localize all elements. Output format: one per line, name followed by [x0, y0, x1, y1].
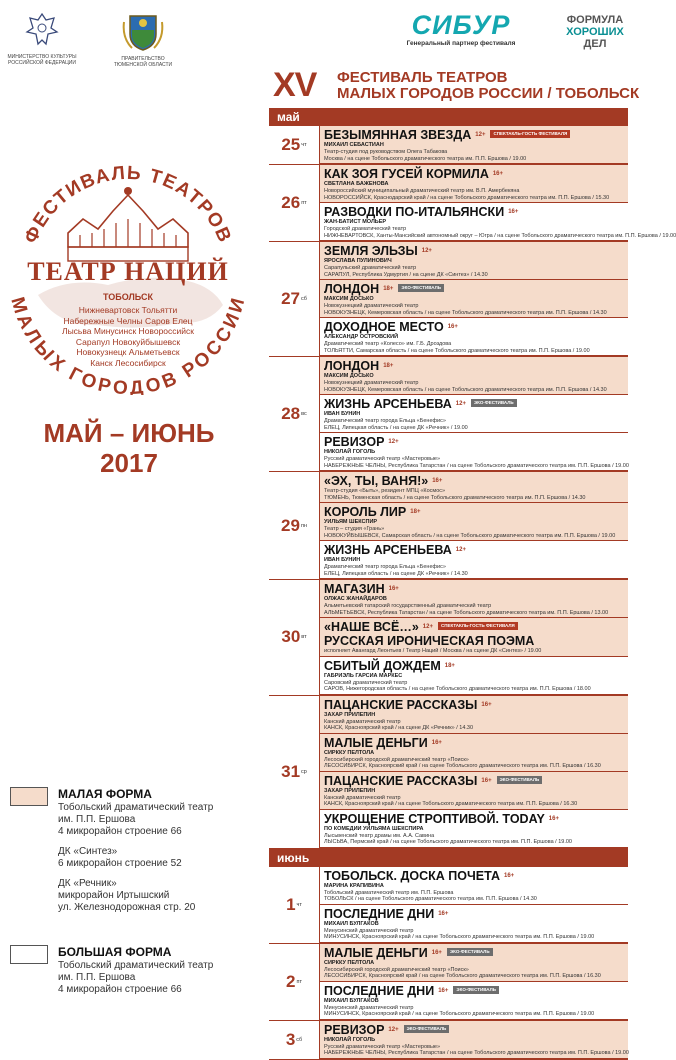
- performance-theatre: Лесосибирский городской драматический театр «Поиск»: [324, 966, 469, 973]
- day-number: 28: [281, 404, 301, 423]
- formula-line2: ХОРОШИХ: [566, 26, 624, 38]
- performance-title: [324, 282, 624, 296]
- performance-title: [324, 244, 624, 258]
- ministry-caption: МИНИСТЕРСТВО КУЛЬТУРЫ РОССИЙСКОЙ ФЕДЕРАЦИИ: [7, 54, 77, 66]
- day-label: [269, 242, 319, 356]
- day-events: [319, 165, 676, 241]
- performance-author: ИВАН БУНИН: [324, 557, 361, 563]
- emblem-city-line: Канск Лесосибирск: [90, 357, 166, 368]
- festival-badge: СПЕКТАКЛЬ-ГОСТЬ ФЕСТИВАЛЯ: [490, 130, 570, 138]
- day-block: [269, 357, 628, 472]
- performance-title: [324, 774, 624, 788]
- performance-theatre: Саровский драматический театр: [324, 679, 408, 686]
- performance-name: ЛОНДОН: [324, 282, 380, 296]
- performance-theatre: Сарапульский драматический театр: [324, 265, 417, 271]
- age-rating: 18+: [383, 363, 394, 369]
- sponsor-subtitle: Генеральный партнер фестиваля: [406, 40, 516, 47]
- performance-title: [324, 505, 624, 519]
- performance-theatre: Драматический театр «Колесо» им. Г.Б. Дроздова: [324, 341, 452, 347]
- performance-author: НИКОЛАЙ ГОГОЛЬ: [324, 1036, 376, 1043]
- legend-venue-line: ДК «Синтез»: [58, 846, 118, 857]
- performance-card: [319, 541, 628, 579]
- day-weekday: пт: [296, 978, 302, 985]
- performance-venue: ЛЫСЬВА, Пермский край / на сцене Тобольского драматического театра им. П.П. Ершова / 19.00: [324, 839, 572, 845]
- performance-title: [324, 984, 624, 998]
- performance-theatre: исполняет Авангард Леонтьев / Театр Наций / Москва / на сцене ДК «Синтез» / 19.00: [324, 648, 542, 654]
- legend-venue-line: [58, 838, 213, 846]
- day-block: [269, 472, 628, 580]
- performance-name: ЛОНДОН: [324, 359, 380, 373]
- performance-author: УИЛЬЯМ ШЕКСПИР: [324, 519, 378, 525]
- day-weekday: пт: [301, 200, 307, 206]
- day-events: [319, 580, 628, 695]
- performance-theatre: Канский драматический театр: [324, 718, 401, 725]
- day-events: [319, 1021, 628, 1059]
- day-number: 1: [286, 894, 296, 914]
- age-rating: 16+: [503, 872, 515, 879]
- performance-name: РАЗВОДКИ ПО-ИТАЛЬЯНСКИ: [324, 205, 505, 219]
- performance-author: МИХАИЛ БУЛГАКОВ: [324, 920, 379, 927]
- performance-venue: ТЮМЕНЬ, Тюменская область / на сцене Тобольского драматического театра им. П.П. Ершова / 14.30: [324, 494, 586, 501]
- day-events: [319, 944, 628, 1020]
- day-weekday: чт: [296, 901, 302, 908]
- performance-name: МАЛЫЕ ДЕНЬГИ: [324, 945, 428, 960]
- performance-theatre: Новороссийский муниципальный драматический театр им. В.П. Амербекяна: [324, 188, 520, 194]
- performance-author: ПО КОМЕДИИ УИЛЬЯМА ШЕКСПИРА: [324, 825, 424, 832]
- legend-venue-line: ул. Железнодорожная стр. 20: [58, 902, 196, 913]
- day-block: [269, 1021, 628, 1060]
- formula-logo: [557, 14, 633, 50]
- age-rating: 16+: [388, 586, 399, 592]
- big-form-swatch: [10, 945, 48, 964]
- performance-author: ГАБРИЭЛЬ ГАРСИА МАРКЕС: [324, 672, 403, 679]
- dates-months: МАЙ – ИЮНЬ: [43, 418, 215, 448]
- performance-name: СБИТЫЙ ДОЖДЕМ: [324, 658, 441, 673]
- formula-line1: ФОРМУЛА: [566, 14, 624, 26]
- performance-title: [324, 474, 624, 488]
- performance-author: МИХАИЛ СЕБАСТИАН: [324, 142, 384, 148]
- age-rating: 12+: [475, 132, 486, 138]
- day-weekday: сб: [301, 296, 307, 302]
- day-label: [269, 472, 319, 579]
- performance-card: [319, 734, 628, 772]
- performance-title: [324, 543, 624, 557]
- performance-author: ЯРОСЛАВА ПУЛИНОВИЧ: [324, 258, 392, 264]
- day-label: [269, 944, 319, 1020]
- big-form-title: БОЛЬШАЯ ФОРМА: [58, 945, 172, 959]
- performance-venue: НАБЕРЕЖНЫЕ ЧЕЛНЫ, Республика Татарстан / на сцене Тобольского драматического театра им. П.П. Ершова / 19.00: [324, 462, 629, 469]
- performance-venue: Москва / на сцене Тобольского драматического театра им. П.П. Ершова / 19.00: [324, 155, 527, 162]
- day-events: [319, 696, 628, 848]
- performance-card: [319, 203, 676, 241]
- festival-dates: [0, 418, 258, 478]
- performance-card: [319, 580, 628, 618]
- performance-theatre: Альметьевский татарский государственный драматический театр: [324, 603, 492, 609]
- day-weekday: пн: [300, 522, 307, 529]
- performance-venue: ЛЕСОСИБИРСК, Красноярский край / на сцене Тобольского драматического театра им. П.П. Ершова / 16.30: [324, 973, 601, 979]
- performance-title: [324, 359, 624, 373]
- day-number: 26: [281, 193, 301, 212]
- performance-author: ЗАХАР ПРИЛЕПИН: [324, 711, 376, 718]
- age-rating: 16+: [492, 171, 504, 177]
- day-number: 25: [281, 135, 301, 154]
- festival-badge: ЭКО-ФЕСТИВАЛЬ: [471, 399, 517, 407]
- big-form-venues: [58, 960, 213, 996]
- day-number: 2: [286, 971, 296, 991]
- day-events: [319, 242, 628, 356]
- legend-venue-line: им. П.П. Ершова: [58, 814, 136, 825]
- emblem-city-line: Новокузнецк Альметьевск: [76, 347, 180, 357]
- day-number: 3: [285, 1029, 296, 1049]
- performance-theatre: Лесосибирский городской драматический театр «Поиск»: [324, 756, 469, 763]
- performance-venue: НОВОКУЗНЕЦК, Кемеровская область / на сцене Тобольского драматического театра им. П.П. Ершова / 14.30: [324, 309, 607, 316]
- performance-title: [324, 736, 624, 750]
- day-label: [269, 1021, 319, 1059]
- day-weekday: вт: [301, 634, 307, 641]
- performance-theatre: Драматический театр города Ельца «Бенефис»: [324, 564, 446, 570]
- day-block: [269, 867, 628, 944]
- performance-name: УКРОЩЕНИЕ СТРОПТИВОЙ. TODAY: [324, 811, 545, 826]
- performance-title: [324, 582, 624, 596]
- small-form-venues: [58, 802, 213, 914]
- performance-venue: АЛЬМЕТЬЕВСК, Республика Татарстан / на сцене Тобольского драматического театра им. П.П. Ершова / 13.00: [324, 609, 609, 616]
- day-number: 31: [281, 761, 301, 781]
- day-label: [269, 867, 319, 943]
- performance-theatre: Русский драматический театр «Мастеровые»: [324, 1043, 441, 1050]
- performance-venue: ЕЛЕЦ, Липецкая область / на сцене ДК «Речник» / 14.30: [324, 570, 468, 577]
- performance-card: [319, 657, 628, 695]
- performance-card: [319, 905, 628, 943]
- age-rating: 12+: [422, 624, 433, 630]
- performance-theatre: Новокузнецкий драматический театр: [324, 303, 419, 309]
- performance-name: ЖИЗНЬ АРСЕНЬЕВА: [324, 543, 452, 557]
- performance-title: [324, 205, 624, 219]
- performance-title: [324, 1023, 624, 1037]
- age-rating: 12+: [455, 401, 466, 407]
- performance-venue: ТОЛЬЯТТИ, Самарская область / на сцене Тобольского драматического театра им. П.П. Ершова / 19.00: [324, 347, 590, 354]
- performance-author: ИВАН БУНИН: [324, 411, 361, 417]
- performance-author: ЗАХАР ПРИЛЕПИН: [324, 787, 376, 794]
- schedule: [269, 108, 676, 1060]
- month-header: май: [269, 108, 628, 126]
- day-label: [269, 126, 319, 164]
- government-caption: ПРАВИТЕЛЬСТВО ТЮМЕНСКОЙ ОБЛАСТИ: [113, 56, 173, 68]
- performance-author: ЖАН-БАТИСТ МОЛЬЕР: [324, 219, 387, 225]
- performance-title: [324, 698, 624, 712]
- performance-name: КАК ЗОЯ ГУСЕЙ КОРМИЛА: [324, 167, 489, 181]
- emblem-city: ТОБОЛЬСК: [102, 292, 154, 302]
- performance-subtitle: РУССКАЯ ИРОНИЧЕСКАЯ ПОЭМА: [324, 634, 535, 648]
- festival-title-line2: МАЛЫХ ГОРОДОВ РОССИИ / ТОБОЛЬСК: [337, 85, 640, 102]
- day-number: 27: [281, 289, 300, 308]
- performance-venue: ТОБОЛЬСК / на сцене Тобольского драматического театра им. П.П. Ершова / 14.30: [324, 896, 537, 902]
- performance-venue: МИНУСИНСК, Красноярский край / на сцене Тобольского драматического театра им. П.П. Ершова / 19.00: [324, 1011, 595, 1017]
- emblem-city-line: Лысьва Минусинск Новороссийск: [61, 326, 194, 336]
- performance-name: РЕВИЗОР: [324, 435, 385, 449]
- day-events: [319, 867, 628, 943]
- day-number: 29: [281, 515, 300, 535]
- performance-card: [319, 772, 628, 810]
- coat-of-arms-icon: [120, 8, 166, 54]
- performance-title: [324, 869, 624, 883]
- age-rating: 18+: [410, 509, 421, 515]
- performance-name: ТОБОЛЬСК. ДОСКА ПОЧЕТА: [324, 868, 500, 883]
- festival-title-line1: ФЕСТИВАЛЬ ТЕАТРОВ: [337, 69, 508, 86]
- emblem-cities: [8, 305, 248, 368]
- performance-venue: ЛЕСОСИБИРСК, Красноярский край / на сцене Тобольского драматического театра им. П.П. Ершова / 16.30: [324, 763, 601, 769]
- small-form-title: МАЛАЯ ФОРМА: [58, 787, 152, 801]
- performance-card: [319, 944, 628, 982]
- performance-name: РЕВИЗОР: [324, 1022, 385, 1037]
- festival-emblem: [8, 155, 248, 395]
- performance-name: КОРОЛЬ ЛИР: [324, 505, 407, 519]
- performance-author: МАКСИМ ДОСЬКО: [324, 296, 374, 302]
- performance-theatre: Русский драматический театр «Мастеровые»: [324, 456, 441, 462]
- performance-venue: САРАПУЛ, Республика Удмуртия / на сцене ДК «Синтез» / 14.30: [324, 271, 488, 278]
- age-rating: 16+: [548, 815, 559, 822]
- performance-theatre: Новокузнецкий драматический театр: [324, 380, 419, 386]
- eagle-emblem-icon: [24, 10, 60, 50]
- festival-badge: ЭКО-ФЕСТИВАЛЬ: [447, 948, 493, 956]
- festival-badge: ЭКО-ФЕСТИВАЛЬ: [404, 1025, 450, 1033]
- performance-card: [319, 395, 628, 433]
- day-block: [269, 165, 676, 242]
- performance-name: ПОСЛЕДНИЕ ДНИ: [324, 906, 435, 921]
- age-rating: 16+: [438, 910, 449, 917]
- age-rating: 12+: [388, 439, 399, 445]
- emblem-city-line: Нижневартовск Тольятти: [78, 305, 178, 315]
- performance-card: [319, 618, 628, 657]
- performance-name: «ЭХ, ТЫ, ВАНЯ!»: [324, 474, 429, 488]
- performance-title: [324, 435, 624, 449]
- performance-author: СВЕТЛАНА БАЖЕНОВА: [324, 181, 389, 187]
- day-events: [319, 472, 628, 579]
- day-weekday: вс: [301, 411, 307, 417]
- emblem-arc-bottom: МАЛЫХ ГОРОДОВ РОССИИ: [8, 294, 248, 395]
- theatre-building-icon: [68, 187, 188, 261]
- legend-venue-line: [58, 870, 213, 878]
- performance-card: [319, 280, 628, 318]
- performance-theatre: Театр – студия «Грань»: [324, 526, 385, 532]
- day-label: [269, 357, 319, 471]
- age-rating: 12+: [421, 248, 432, 254]
- performance-name: ЗЕМЛЯ ЭЛЬЗЫ: [324, 244, 418, 258]
- festival-badge: ЭКО-ФЕСТИВАЛЬ: [497, 776, 543, 784]
- day-label: [269, 165, 319, 241]
- performance-card: [319, 357, 628, 395]
- day-weekday: сб: [296, 1036, 303, 1043]
- performance-card: [319, 982, 628, 1020]
- legend-venue-line: 4 микрорайон строение 66: [58, 826, 182, 837]
- age-rating: 16+: [432, 478, 443, 484]
- age-rating: 12+: [388, 1026, 399, 1033]
- performance-card: [319, 126, 628, 164]
- month-header: июнь: [269, 849, 628, 867]
- performance-title: [324, 167, 624, 181]
- performance-author: ОЛЖАС ЖАНАЙДАРОВ: [324, 596, 387, 602]
- day-number: 30: [281, 627, 301, 647]
- age-rating: 18+: [444, 662, 455, 669]
- performance-name: ПОСЛЕДНИЕ ДНИ: [324, 983, 435, 998]
- performance-title: [324, 320, 624, 334]
- performance-author: АЛЕКСАНДР ОСТРОВСКИЙ: [324, 334, 399, 340]
- performance-author: СИРККУ ПЕЛТОЛА: [324, 749, 375, 756]
- sibur-logo: СИБУР: [411, 10, 511, 40]
- day-block: [269, 944, 628, 1021]
- performance-title: [324, 946, 624, 960]
- performance-venue: НОВОКУЗНЕЦК, Кемеровская область / на сцене Тобольского драматического театра им. П.П. Ершова / 14.30: [324, 386, 607, 393]
- day-events: [319, 126, 628, 164]
- performance-card: [319, 503, 628, 541]
- performance-name: «НАШЕ ВСЁ…»: [324, 620, 419, 634]
- emblem-city-line: Набережные Челны Саров Елец: [63, 315, 193, 326]
- performance-card: [319, 433, 628, 471]
- emblem-name: ТЕАТР НАЦИЙ: [27, 257, 229, 286]
- dates-year: 2017: [100, 448, 158, 478]
- performance-name: ЖИЗНЬ АРСЕНЬЕВА: [324, 397, 452, 411]
- day-events: [319, 357, 628, 471]
- formula-line3: ДЕЛ: [583, 38, 607, 50]
- performance-venue: КАНСК, Красноярский край / на сцене ДК «Речник» / 14.30: [324, 725, 474, 731]
- performance-name: ДОХОДНОЕ МЕСТО: [324, 320, 444, 334]
- performance-name: БЕЗЫМЯННАЯ ЗВЕЗДА: [324, 128, 472, 142]
- performance-theatre: Драматический театр города Ельца «Бенефис»: [324, 418, 446, 424]
- ministry-logo: [6, 10, 78, 66]
- day-label: [269, 580, 319, 695]
- festival-title: [337, 70, 639, 102]
- performance-venue: ЕЛЕЦ, Липецкая область / на сцене ДК «Речник» / 19.00: [324, 424, 468, 431]
- age-rating: 16+: [481, 701, 492, 708]
- day-weekday: чт: [301, 142, 307, 148]
- performance-card: [319, 242, 628, 280]
- performance-name: МАГАЗИН: [324, 582, 385, 596]
- performance-theatre: Минусинский драматический театр: [324, 927, 414, 934]
- performance-author: МАРИНА КРАПИВИНА: [324, 882, 384, 889]
- age-rating: 16+: [438, 987, 449, 994]
- performance-title: [324, 812, 624, 826]
- sibur-sponsor: [396, 10, 526, 47]
- performance-author: НИКОЛАЙ ГОГОЛЬ: [324, 449, 376, 455]
- performance-author: СИРККУ ПЕЛТОЛА: [324, 959, 375, 966]
- performance-theatre: Канский драматический театр: [324, 794, 401, 801]
- age-rating: 16+: [447, 324, 458, 330]
- performance-venue: НИЖНЕВАРТОВСК, Ханты-Мансийский автономный округ – Югра / на сцене Тобольского драматического театра им. П.П. Ершова / 19.00: [324, 232, 676, 239]
- performance-author: МАКСИМ ДОСЬКО: [324, 373, 374, 379]
- emblem-city-line: Сарапул Новокуйбышевск: [75, 336, 181, 347]
- legend-venue-line: ДК «Речник»: [58, 878, 117, 889]
- legend-venue-line: 4 микрорайон строение 66: [58, 984, 182, 995]
- performance-venue: НОВОКУЙБЫШЕВСК, Самарская область / на сцене Тобольского драматического театра им. П.П. Ершова / 19.00: [324, 532, 616, 539]
- legend-venue-line: Тобольский драматический театр: [58, 960, 214, 971]
- day-weekday: ср: [301, 768, 307, 775]
- performance-name: ПАЦАНСКИЕ РАССКАЗЫ: [324, 697, 478, 712]
- age-rating: 16+: [431, 949, 442, 956]
- performance-title: [324, 620, 624, 634]
- performance-venue: НАБЕРЕЖНЫЕ ЧЕЛНЫ, Республика Татарстан / на сцене Тобольского драматического театра им. П.П. Ершова / 19.00: [324, 1050, 629, 1056]
- performance-theatre: Городской драматический театр: [324, 226, 407, 232]
- performance-venue: МИНУСИНСК, Красноярский край / на сцене Тобольского драматического театра им. П.П. Ершова / 19.00: [324, 934, 595, 940]
- performance-venue: КАНСК, Красноярский край / на сцене Тобольского драматического театра им. П.П. Ершова / 16.30: [324, 801, 578, 807]
- performance-theatre: Лысьвенский театр драмы им. А.А. Савина: [324, 832, 435, 839]
- performance-card: [319, 867, 628, 905]
- small-form-swatch: [10, 787, 48, 806]
- performance-title: [324, 397, 624, 411]
- festival-badge: СПЕКТАКЛЬ-ГОСТЬ ФЕСТИВАЛЯ: [438, 622, 518, 630]
- performance-author: МИХАИЛ БУЛГАКОВ: [324, 997, 379, 1004]
- day-block: [269, 580, 628, 696]
- legend-venue-line: Тобольский драматический театр: [58, 802, 214, 813]
- day-block: [269, 242, 628, 357]
- performance-card: [319, 696, 628, 734]
- age-rating: 16+: [431, 739, 442, 746]
- day-block: [269, 696, 628, 849]
- age-rating: 16+: [481, 777, 492, 784]
- age-rating: 18+: [383, 286, 394, 292]
- performance-name: ПАЦАНСКИЕ РАССКАЗЫ: [324, 773, 478, 788]
- age-rating: 12+: [455, 547, 466, 553]
- performance-theatre: Театр-студия под руководством Олега Табакова: [324, 149, 448, 155]
- legend-venue-line: 6 микрорайон строение 52: [58, 858, 182, 869]
- performance-title: [324, 659, 624, 673]
- performance-title: [324, 128, 624, 142]
- performance-card: [319, 472, 628, 503]
- performance-card: [319, 318, 628, 356]
- festival-badge: ЭКО-ФЕСТИВАЛЬ: [453, 986, 499, 994]
- performance-name: МАЛЫЕ ДЕНЬГИ: [324, 735, 428, 750]
- performance-theatre: Минусинский драматический театр: [324, 1004, 414, 1011]
- legend-venue-line: микрорайон Иртышский: [58, 890, 170, 901]
- emblem-arc-top: ФЕСТИВАЛЬ ТЕАТРОВ: [20, 162, 236, 247]
- performance-card: [319, 165, 628, 203]
- performance-card: [319, 1021, 628, 1059]
- day-label: [269, 696, 319, 848]
- festival-badge: ЭКО-ФЕСТИВАЛЬ: [398, 284, 444, 292]
- performance-venue: НОВОРОССИЙСК, Краснодарский край / на сцене Тобольского драматического театра им. П.П. Ершова / 15.30: [324, 194, 610, 201]
- legend-venue-line: им. П.П. Ершова: [58, 972, 136, 983]
- day-block: [269, 126, 628, 165]
- age-rating: 16+: [508, 209, 519, 215]
- performance-theatre: Тобольский драматический театр им. П.П. Ершова: [324, 889, 454, 896]
- performance-title: [324, 907, 624, 921]
- performance-venue: САРОВ, Нижегородская область / на сцене Тобольского драматического театра им. П.П. Ершова / 18.00: [324, 686, 591, 692]
- performance-card: [319, 810, 628, 848]
- festival-number: XV: [273, 66, 317, 104]
- performance-theatre: Театр-студия «Быть», резидент МПЦ «Космос»: [324, 488, 446, 494]
- government-logo: [108, 8, 178, 68]
